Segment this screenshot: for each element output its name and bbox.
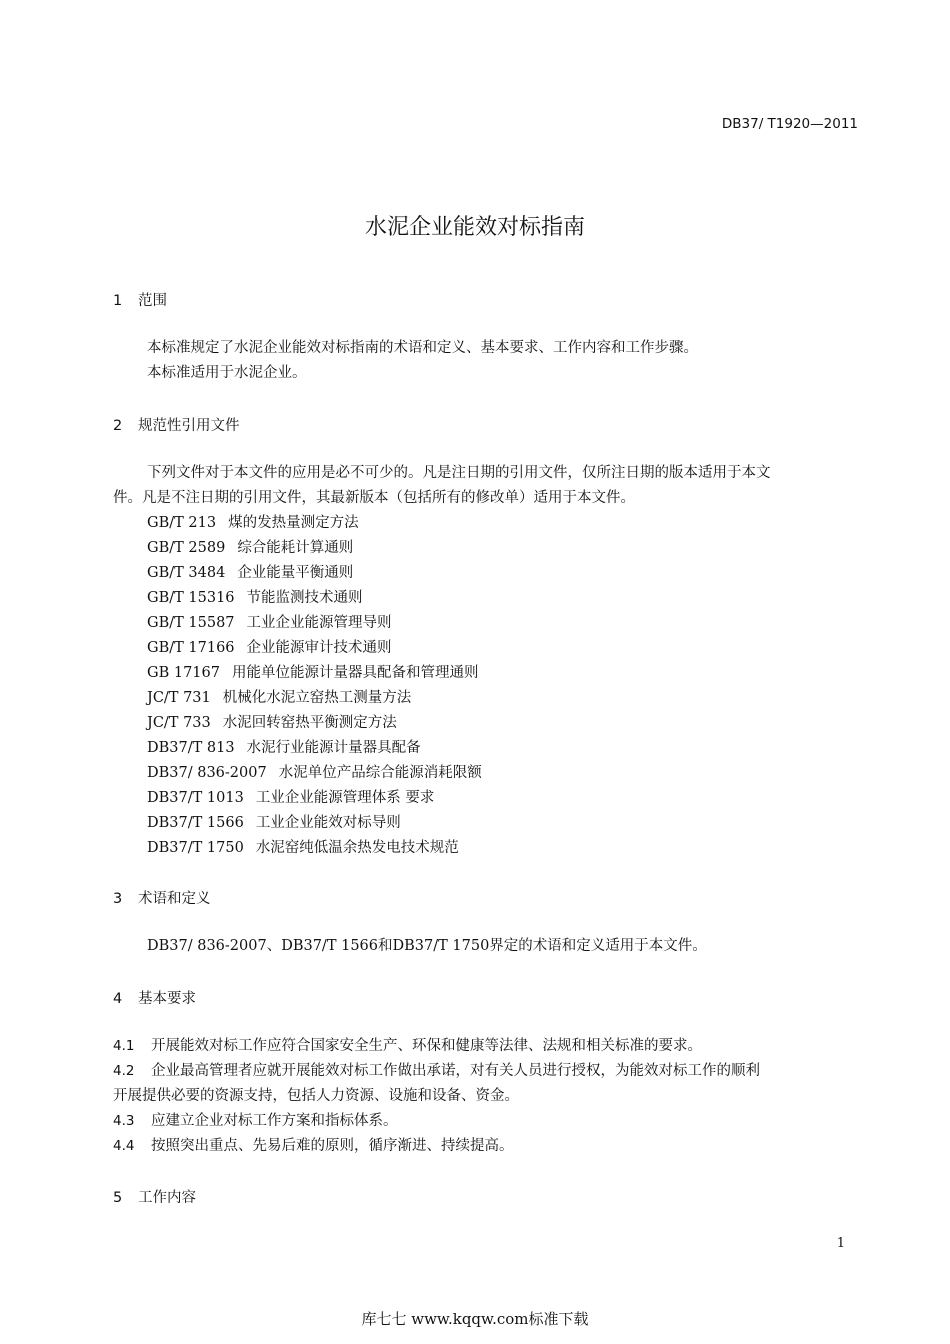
reference-item (147, 586, 363, 611)
clause-text: 企业最高管理者应就开展能效对标工作做出承诺，对有关人员进行授权，为能效对标工作的顺利 (151, 1063, 760, 1079)
clause-text: 应建立企业对标工作方案和指标体系。 (151, 1113, 398, 1129)
section-number: 5 (113, 1190, 123, 1206)
reference-code: GB/T 15316 (147, 590, 235, 606)
clause-4-4 (113, 1134, 514, 1159)
reference-item (147, 536, 353, 561)
reference-code: DB37/T 1013 (147, 790, 244, 806)
reference-item (147, 511, 359, 536)
reference-title: 水泥窑纯低温余热发电技术规范 (255, 840, 459, 856)
paragraph: 下列文件对于本文件的应用是必不可少的。凡是注日期的引用文件，仅所注日期的版本适用于本文 (147, 465, 771, 481)
reference-title: 水泥回转窑热平衡测定方法 (222, 715, 397, 731)
reference-item (147, 836, 459, 861)
reference-code: GB/T 213 (147, 515, 217, 531)
reference-title: 水泥行业能源计量器具配备 (246, 740, 421, 756)
reference-title: 企业能源审计技术通则 (246, 640, 392, 656)
section-3-heading (113, 887, 211, 908)
reference-item (147, 811, 401, 836)
reference-title: 煤的发热量测定方法 (228, 515, 359, 531)
section-title: 范围 (138, 293, 167, 309)
section-title: 规范性引用文件 (138, 418, 240, 434)
page-number: 1 (836, 1236, 845, 1251)
paragraph: 件。凡是不注日期的引用文件，其最新版本（包括所有的修改单）适用于本文件。 (113, 490, 635, 506)
clause-number: 4.1 (113, 1038, 135, 1054)
clause-text: 按照突出重点、先易后难的原则，循序渐进、持续提高。 (151, 1138, 514, 1154)
section-2-heading (113, 414, 240, 435)
reference-title: 节能监测技术通则 (246, 590, 363, 606)
section-number: 1 (113, 293, 123, 309)
clause-number: 4.3 (113, 1113, 135, 1129)
reference-item (147, 661, 478, 686)
document-code: DB37/ T1920—2011 (721, 116, 858, 132)
reference-item (147, 686, 411, 711)
clause-4-2 (113, 1059, 760, 1084)
reference-title: 工业企业能源管理体系 要求 (255, 790, 435, 806)
paragraph: 本标准规定了水泥企业能效对标指南的术语和定义、基本要求、工作内容和工作步骤。 (147, 340, 698, 356)
clause-text: 开展能效对标工作应符合国家安全生产、环保和健康等法律、法规和相关标准的要求。 (151, 1038, 702, 1054)
reference-item (147, 786, 434, 811)
clause-number: 4.4 (113, 1138, 135, 1154)
reference-code: JC/T 731 (147, 690, 211, 706)
clause-continuation: 开展提供必要的资源支持，包括人力资源、设施和设备、资金。 (113, 1088, 519, 1104)
reference-code: JC/T 733 (147, 715, 211, 731)
clause-4-3 (113, 1109, 398, 1134)
section-number: 2 (113, 418, 123, 434)
paragraph: 本标准适用于水泥企业。 (147, 365, 307, 381)
section-4-heading (113, 987, 196, 1008)
reference-title: 用能单位能源计量器具配备和管理通则 (231, 665, 479, 681)
reference-item (147, 711, 397, 736)
section-number: 4 (113, 991, 123, 1007)
reference-code: GB 17167 (147, 665, 220, 681)
section-number: 3 (113, 891, 123, 907)
reference-code: DB37/T 1750 (147, 840, 244, 856)
clause-4-1 (113, 1034, 702, 1059)
reference-item (147, 561, 353, 586)
paragraph: DB37/ 836-2007、DB37/T 1566和DB37/T 1750界定的术语和定义适用于本文件。 (147, 938, 707, 954)
reference-title: 水泥单位产品综合能源消耗限额 (278, 765, 482, 781)
reference-item (147, 761, 482, 786)
reference-item (147, 611, 392, 636)
reference-title: 企业能量平衡通则 (237, 565, 354, 581)
section-5-heading (113, 1186, 196, 1207)
section-title: 基本要求 (138, 991, 196, 1007)
reference-item (147, 736, 421, 761)
reference-code: GB/T 2589 (147, 540, 226, 556)
section-1-heading (113, 289, 167, 310)
reference-title: 机械化水泥立窑热工测量方法 (222, 690, 412, 706)
reference-item (147, 636, 392, 661)
reference-code: GB/T 3484 (147, 565, 226, 581)
reference-code: DB37/T 1566 (147, 815, 244, 831)
section-title: 术语和定义 (138, 891, 211, 907)
section-title: 工作内容 (138, 1190, 196, 1206)
reference-title: 工业企业能源管理导则 (246, 615, 392, 631)
footer-watermark: 库七七 www.kqqw.com标准下载 (361, 1310, 589, 1328)
reference-title: 综合能耗计算通则 (237, 540, 354, 556)
reference-code: DB37/T 813 (147, 740, 235, 756)
page-title: 水泥企业能效对标指南 (364, 215, 585, 240)
reference-title: 工业企业能效对标导则 (255, 815, 401, 831)
reference-code: GB/T 15587 (147, 615, 235, 631)
reference-code: GB/T 17166 (147, 640, 235, 656)
reference-code: DB37/ 836-2007 (147, 765, 267, 781)
clause-number: 4.2 (113, 1063, 135, 1079)
